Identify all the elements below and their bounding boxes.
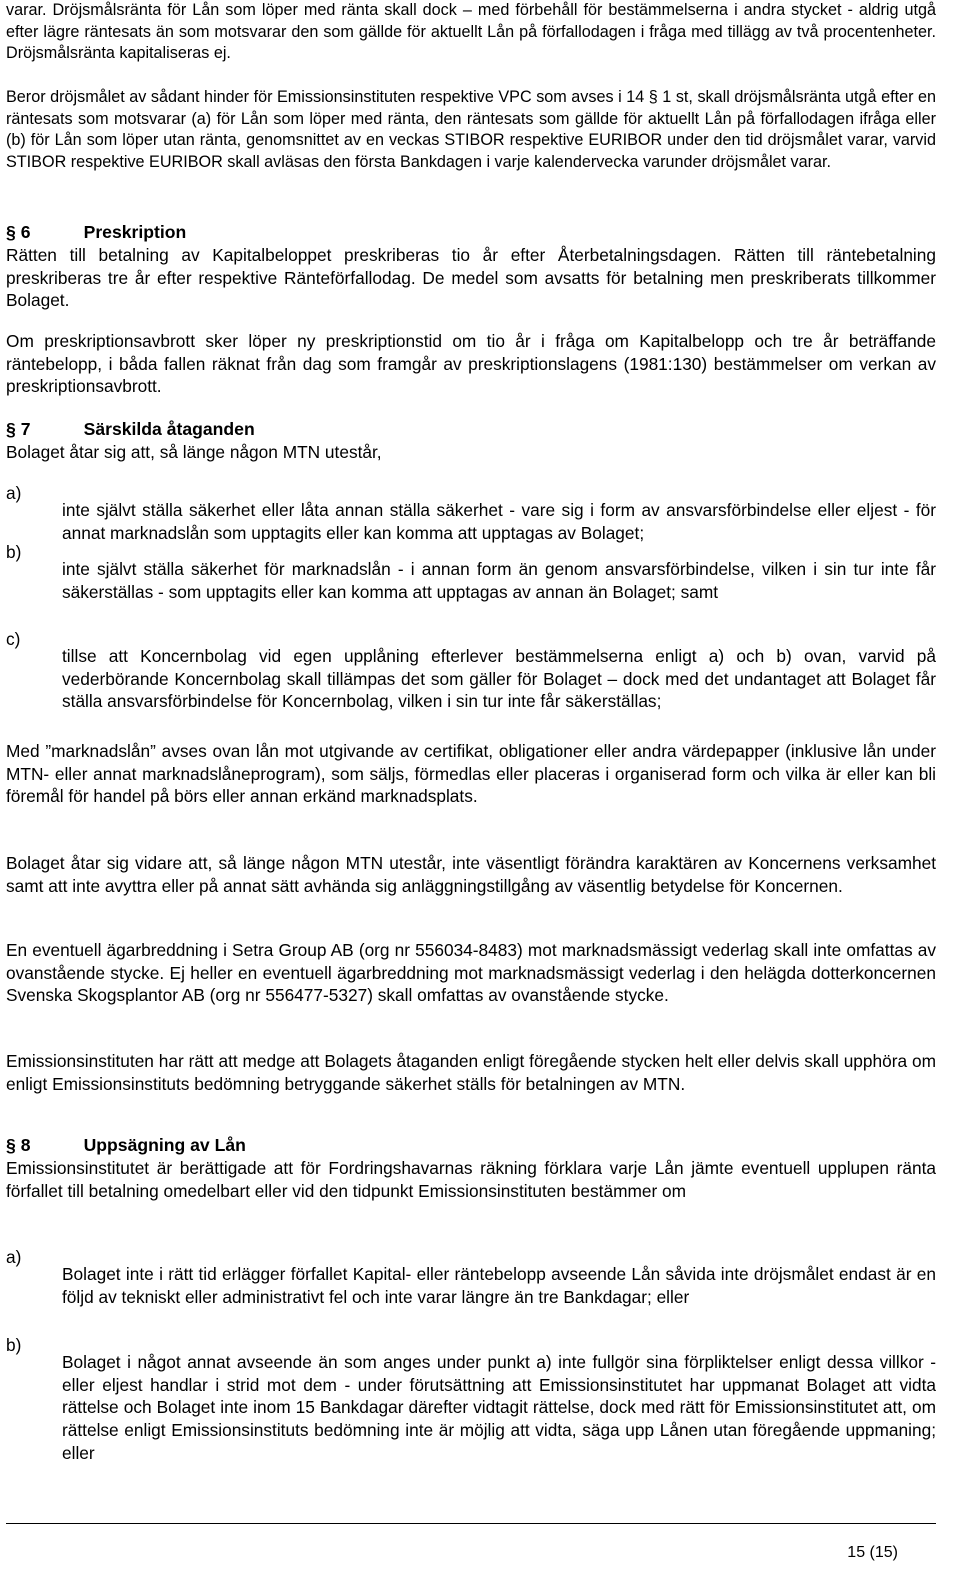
list-item	[6, 628, 936, 730]
list-item-label: a)	[6, 1247, 22, 1267]
list-item-label: a)	[6, 483, 22, 503]
paragraph-text: varar. Dröjsmålsränta för Lån som löper med ränta skall dock – med förbehåll för bestämmelserna i andra stycket - aldrig utgå efter lägre räntesats än som motsvarar den som gällde för aktuellt Lån på förfallodagen i fråga med tillägg av två procentenheter. Dröjsmålsränta kapitaliseras ej.	[6, 1, 936, 63]
paragraph-text: Med ”marknadslån” avses ovan lån mot utgivande av certifikat, obligationer eller andra värdepapper (inklusive lån under MTN- eller annat marknadslåneprogram), som säljs, förmedlas eller placeras i organiserad form och vilka är eller kan bli föremål för handel på börs eller annan erkänd marknadsplats.	[6, 741, 936, 807]
paragraph-prescription-interruption	[6, 330, 936, 398]
paragraph-undertaking-intro	[6, 441, 936, 464]
list-item-text: tillse att Koncernbolag vid egen upplåning efterlever bestämmelserna enligt a) och b) ovan, varvid på vederbörande Koncernbolag skall tillämpas det som gäller för Bolaget – dock med det undantaget att Bolaget får ställa ansvarsförbindelse för Koncernbolag, vilken i sin tur inte får säkerställas;	[62, 646, 936, 712]
section-symbol: §	[6, 419, 16, 439]
paragraph-prescription	[6, 244, 936, 312]
list-item-label: c)	[6, 629, 21, 649]
section-heading-8	[6, 1134, 246, 1156]
list-item-text: Bolaget inte i rätt tid erlägger förfallet Kapital- eller räntebelopp avseende Lån såvida inte dröjsmålet endast är en följd av tekniskt eller administrativt fel och inte varar längre än tre Bankdagar; eller	[62, 1264, 936, 1307]
section-title: Uppsägning av Lån	[83, 1135, 246, 1155]
paragraph-waiver	[6, 1050, 936, 1095]
paragraph-ownership-broadening	[6, 939, 936, 1007]
footer-divider	[6, 1523, 936, 1524]
section-number: 8	[20, 1135, 31, 1155]
section-number: 7	[20, 419, 31, 439]
section-heading-6	[6, 221, 186, 243]
list-item-label: b)	[6, 1335, 22, 1355]
paragraph-text: Emissionsinstituten har rätt att medge att Bolagets åtaganden enligt föregående stycken helt eller delvis skall upphöra om enligt Emissionsinstituts bedömning betryggande säkerhet ställs för betalningen av MTN.	[6, 1051, 936, 1094]
section-title: Särskilda åtaganden	[83, 419, 255, 439]
paragraph-text: Bolaget åtar sig vidare att, så länge någon MTN utestår, inte väsentligt förändra karaktären av Koncernens verksamhet samt att inte avyttra eller på annat sätt avhända sig anläggningstillgång av väsentlig betydelse för Koncernen.	[6, 853, 936, 896]
list-item	[6, 1334, 936, 1482]
paragraph-text: Rätten till betalning av Kapitalbeloppet preskriberas tio år efter Återbetalningsdagen. Rätten till räntebetalning preskriberas tre år efter respektive Ränteförfallodag. De medel som avsatts för betalning men preskriberats tillkommer Bolaget.	[6, 245, 936, 311]
paragraph-interest-rate	[6, 0, 936, 65]
paragraph-termination-intro	[6, 1157, 936, 1202]
section-symbol: §	[6, 1135, 16, 1155]
paragraph-business-character	[6, 852, 936, 897]
paragraph-text: Bolaget åtar sig att, så länge någon MTN utestår,	[6, 442, 382, 462]
paragraph-text: Om preskriptionsavbrott sker löper ny preskriptionstid om tio år i fråga om Kapitalbelopp och tre år beträffande räntebelopp, i båda fallen räknat från dag som framgår av preskriptionslagens (1981:130) bestämmelser om verkan av preskriptionsavbrott.	[6, 331, 936, 397]
list-item-text: inte självt ställa säkerhet för marknadslån - i annan form än genom ansvarsförbindelse, vilken i sin tur inte får säkerställas - som upptagits eller kan komma att upptagas av annan än Bolaget; samt	[62, 559, 936, 602]
paragraph-delay-hindrance	[6, 87, 936, 174]
paragraph-text: Emissionsinstitutet är berättigade att för Fordringshavarnas räkning förklara varje Lån jämte eventuell upplupen ränta förfallet till betalning omedelbart eller vid den tidpunkt Emissionsinstituten bestämmer om	[6, 1158, 936, 1201]
section-number: 6	[20, 222, 31, 242]
list-item-text: Bolaget i något annat avseende än som anges under punkt a) inte fullgör sina förpliktelser enligt dessa villkor - eller eljest handlar i strid mot dem - under förutsättning att Emissionsinstitutet har uppmanat Bolaget att vidta rättelse och Bolaget inte inom 15 Bankdagar därefter vidtagit rättelse, dock med rätt för Emissionsinstitutet att, om rättelse enligt Emissionsinstituts bedömning inte är möjlig att vidta, säga upp Lånen utan föregående uppmaning; eller	[62, 1352, 936, 1463]
paragraph-market-loan-definition	[6, 740, 936, 808]
list-item-label: b)	[6, 542, 22, 562]
list-item-text: inte självt ställa säkerhet eller låta annan ställa säkerhet - vare sig i form av ansvarsförbindelse eller eljest - för annat marknadslån som upptagits eller kan komma att upptagas av Bolaget;	[62, 500, 936, 543]
paragraph-text: En eventuell ägarbreddning i Setra Group AB (org nr 556034-8483) mot marknadsmässigt vederlag skall inte omfattas av ovanstående stycke. Ej heller en eventuell ägarbreddning mot marknadsmässigt vederlag i den helägda dotterkoncernen Svenska Skogsplantor AB (org nr 556477-5327) skall omfattas av ovanstående stycke.	[6, 940, 936, 1006]
paragraph-text: Beror dröjsmålet av sådant hinder för Emissionsinstituten respektive VPC som avses i 14 § 1 st, skall dröjsmålsränta utgå efter en räntesats som motsvarar (a) för Lån som löper med ränta, den räntesats som gällde för aktuellt Lån på förfallodagen ifråga eller (b) för Lån som löper utan ränta, genomsnittet av en veckas STIBOR respektive EURIBOR under den tid dröjsmålet varar, varvid STIBOR respektive EURIBOR skall avläsas den första Bankdagen i varje kalendervecka varunder dröjsmålet varar.	[6, 88, 936, 172]
list-item	[6, 541, 936, 621]
page-number: 15 (15)	[847, 1544, 898, 1561]
section-symbol: §	[6, 222, 16, 242]
section-title: Preskription	[83, 222, 187, 242]
section-heading-7	[6, 418, 255, 440]
list-item	[6, 1246, 936, 1326]
